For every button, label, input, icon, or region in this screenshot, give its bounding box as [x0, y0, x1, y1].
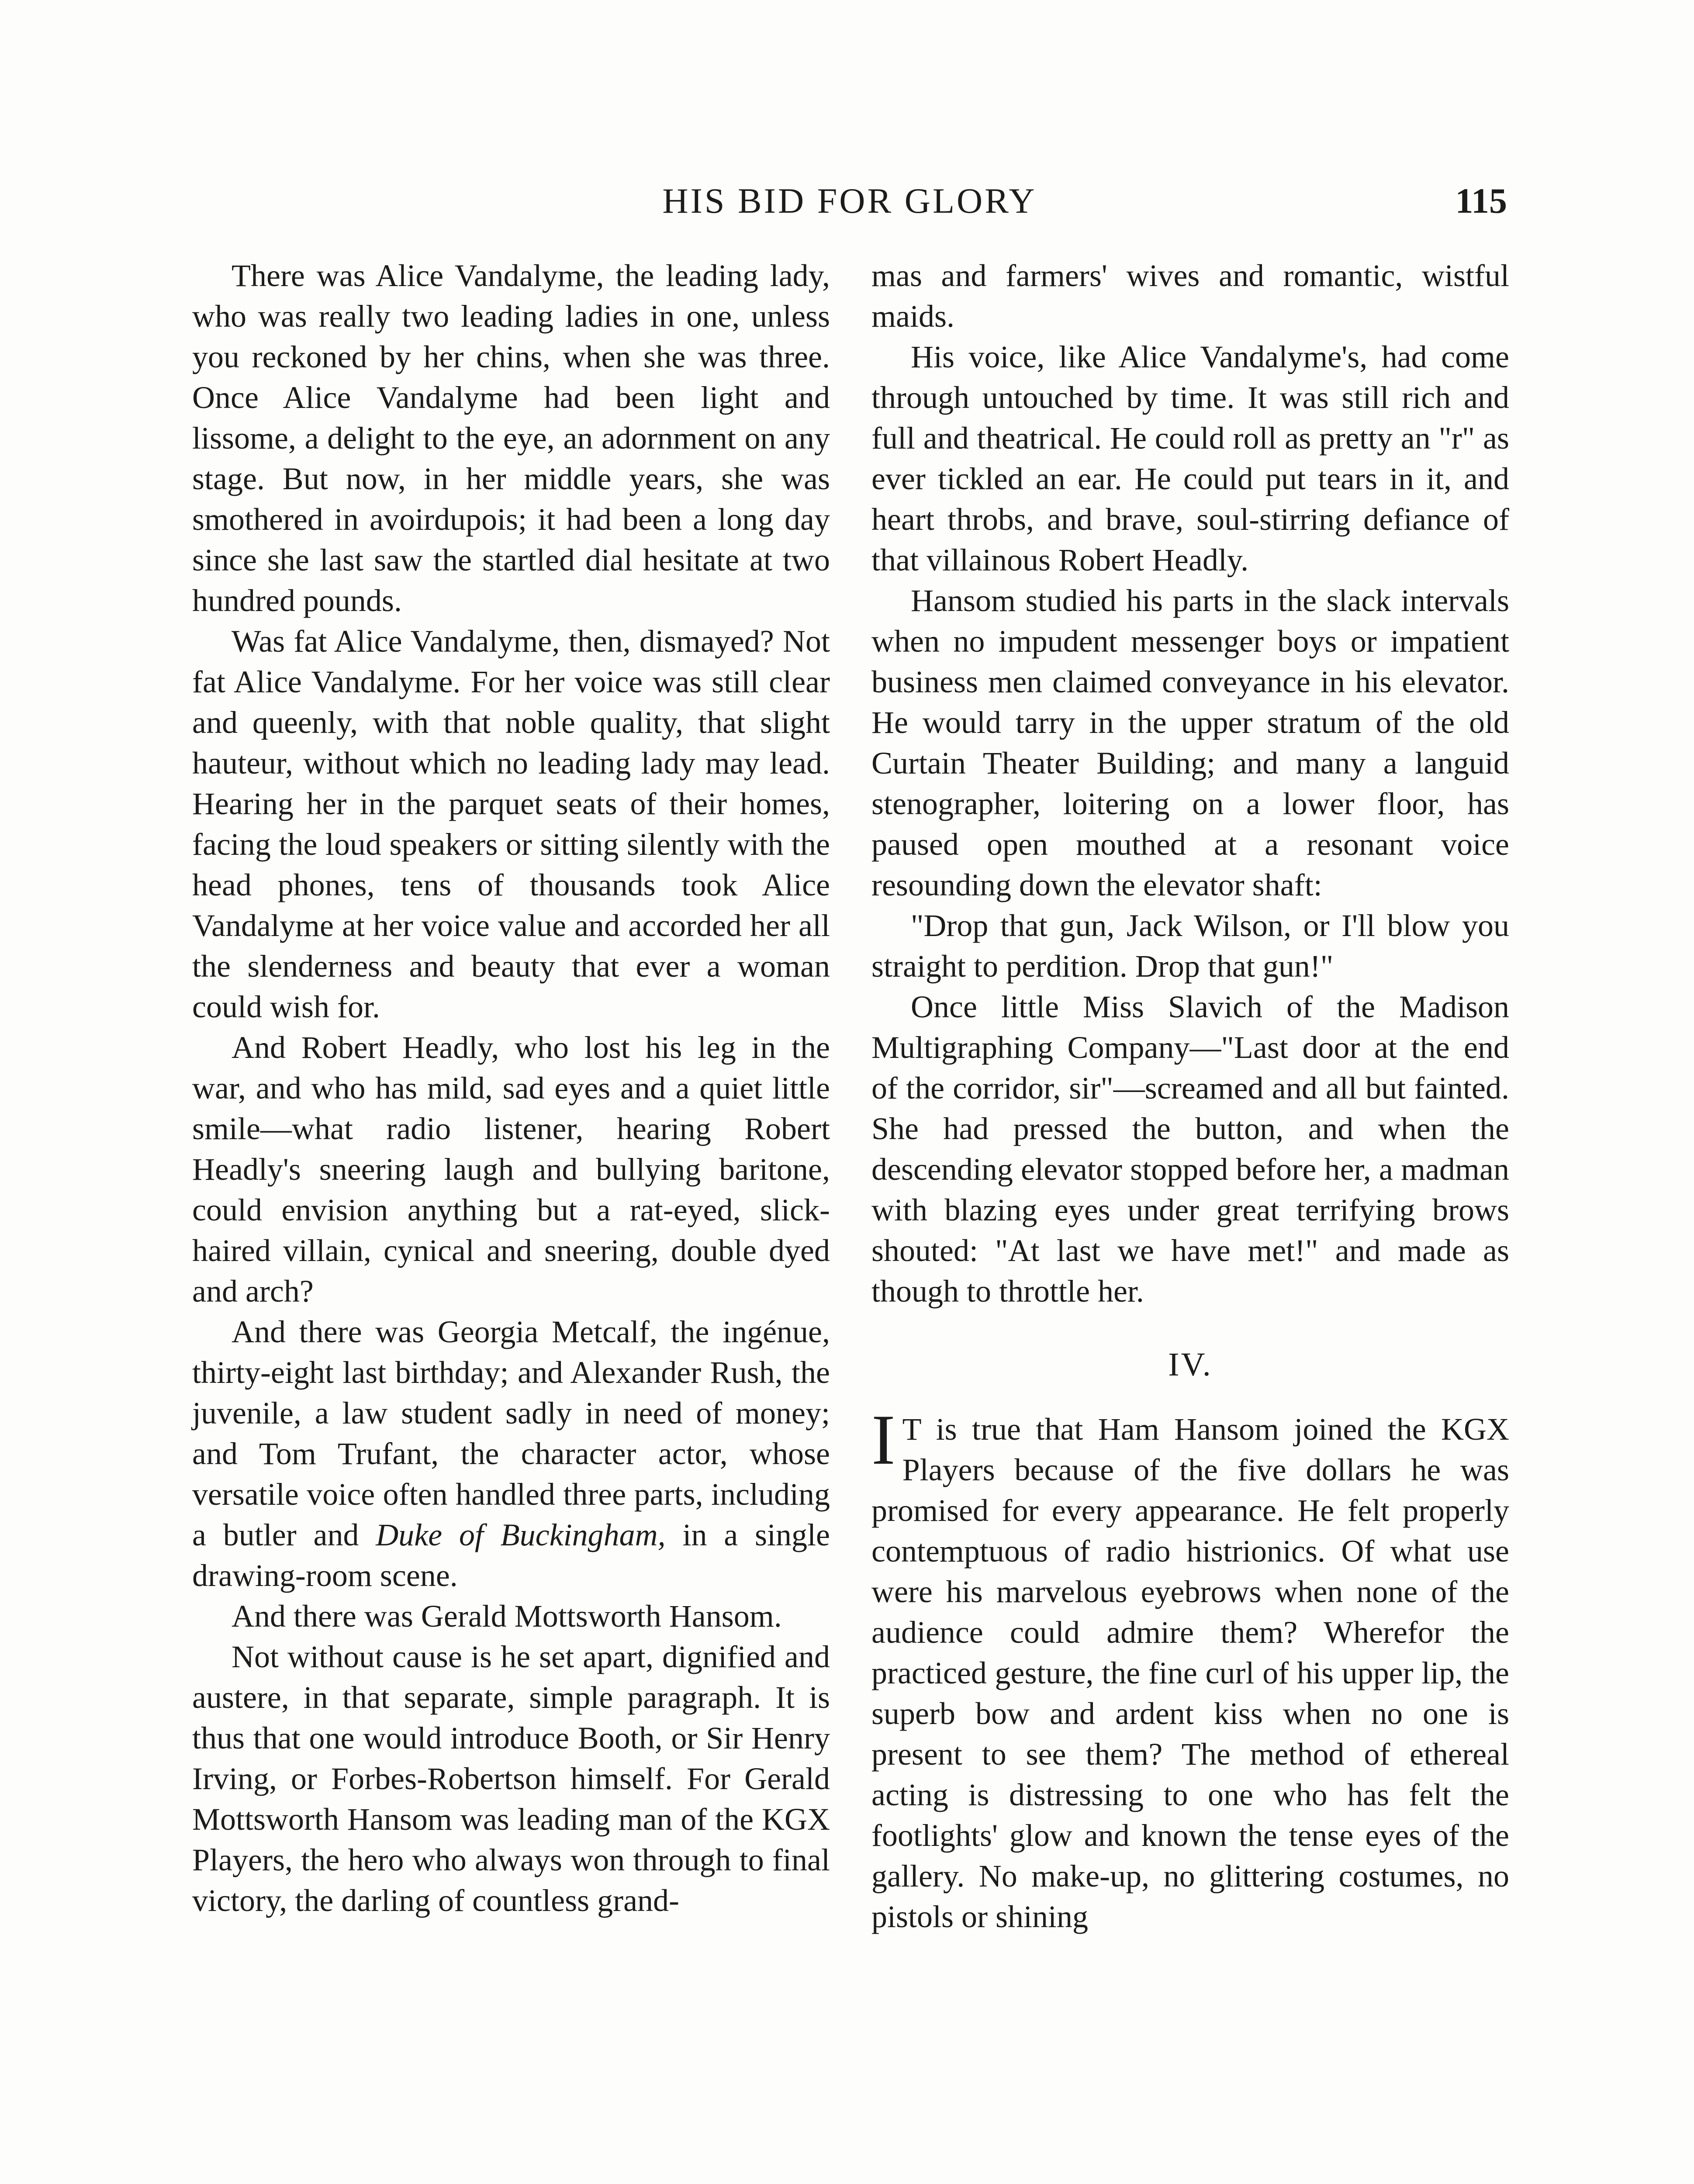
left-column — [192, 256, 830, 1921]
page-header — [192, 177, 1507, 225]
paragraph: And there was Gerald Mottsworth Hansom. — [232, 1599, 782, 1634]
paragraph: Once little Miss Slavich of the Madison Multigraphing Company—"Last door at the end of the corridor, sir"—screamed and all but fainted. She had pressed the button, and when the descending elevator stopped before her, a madman with blazing eyes under great terrifying brows shouted: "At last we have met!" and made as though to throttle her. — [871, 989, 1509, 1309]
paragraph: Was fat Alice Vandalyme, then, dismayed? Not fat Alice Vandalyme. For her voice was still clear and queenly, with that noble quality, that slight hauteur, without which no leading lady may lead. Hearing her in the parquet seats of their homes, facing the loud speakers or sitting silently with the head phones, tens of thousands took Alice Vandalyme at her voice value and accorded her all the slenderness and beauty that ever a woman could wish for. — [192, 624, 830, 1024]
paragraph: "Drop that gun, Jack Wilson, or I'll blow you straight to perdition. Drop that gun!" — [871, 908, 1509, 984]
text-run: T is true that Ham Hansom joined the KGX Players because of the five dollars he was promised for every appearance. He felt properly contemptuous of radio histrionics. Of what use were his marvelous eyebrows when none of the audience could admire them? Wherefor the practiced gesture, the fine curl of his upper lip, the superb bow and ardent kiss when no one is present to see them? The method of ethereal acting is distressing to one who has felt the footlights' glow and known the tense eyes of the gallery. No make-up, no glittering costumes, no pistols or shining — [871, 1412, 1509, 1934]
paragraph — [192, 1312, 830, 1596]
text-run: in a single drawing-room scene. — [192, 1517, 830, 1593]
paragraph: Hansom studied his parts in the slack intervals when no impudent messenger boys or impatient business men claimed conveyance in his elevator. He would tarry in the upper stratum of the old Curtain Theater Building; and many a languid stenographer, loitering on a lower floor, has paused open mouthed at a resonant voice resounding down the elevator shaft: — [871, 583, 1509, 902]
section-heading: IV. — [1168, 1346, 1213, 1383]
text-run: And there was Georgia Metcalf, the ingénue, thirty-eight last birthday; and Alexander Rush, the juvenile, a law student sadly in need of money; and Tom Trufant, the character actor, whose versatile voice often handled three parts, including a butler and — [192, 1314, 830, 1552]
paragraph-continuation: mas and farmers' wives and romantic, wistful maids. — [871, 258, 1509, 334]
drop-cap: I — [871, 1400, 895, 1479]
paragraph: There was Alice Vandalyme, the leading lady, who was really two leading ladies in one, unless you reckoned by her chins, when she was three. Once Alice Vandalyme had been light and lissome, a delight to the eye, an adornment on any stage. But now, in her middle years, she was smothered in avoirdupois; it had been a long day since she last saw the startled dial hesitate at two hundred pounds. — [192, 258, 830, 618]
paragraph: Not without cause is he set apart, dignified and austere, in that separate, simple paragraph. It is thus that one would introduce Booth, or Sir Henry Irving, or Forbes-Robertson himself. For Gerald Mottsworth Hansom was leading man of the KGX Players, the hero who always won through to final victory, the darling of countless grand- — [192, 1639, 830, 1918]
right-column — [871, 256, 1509, 1937]
running-title: HIS BID FOR GLORY — [662, 181, 1037, 221]
italic-title: Duke of Buckingham, — [376, 1517, 666, 1552]
page-number: 115 — [1455, 181, 1507, 221]
paragraph: And Robert Headly, who lost his leg in the war, and who has mild, sad eyes and a quiet little smile—what radio listener, hearing Robert Headly's sneering laugh and bullying baritone, could envision anything but a rat-eyed, slick-haired villain, cynical and sneering, double dyed and arch? — [192, 1030, 830, 1309]
paragraph: His voice, like Alice Vandalyme's, had come through untouched by time. It was still rich and full and theatrical. He could roll as pretty an "r" as ever tickled an ear. He could put tears in it, and heart throbs, and brave, soul-stirring defiance of that villainous Robert Headly. — [871, 339, 1509, 577]
paragraph — [871, 1400, 1509, 1937]
